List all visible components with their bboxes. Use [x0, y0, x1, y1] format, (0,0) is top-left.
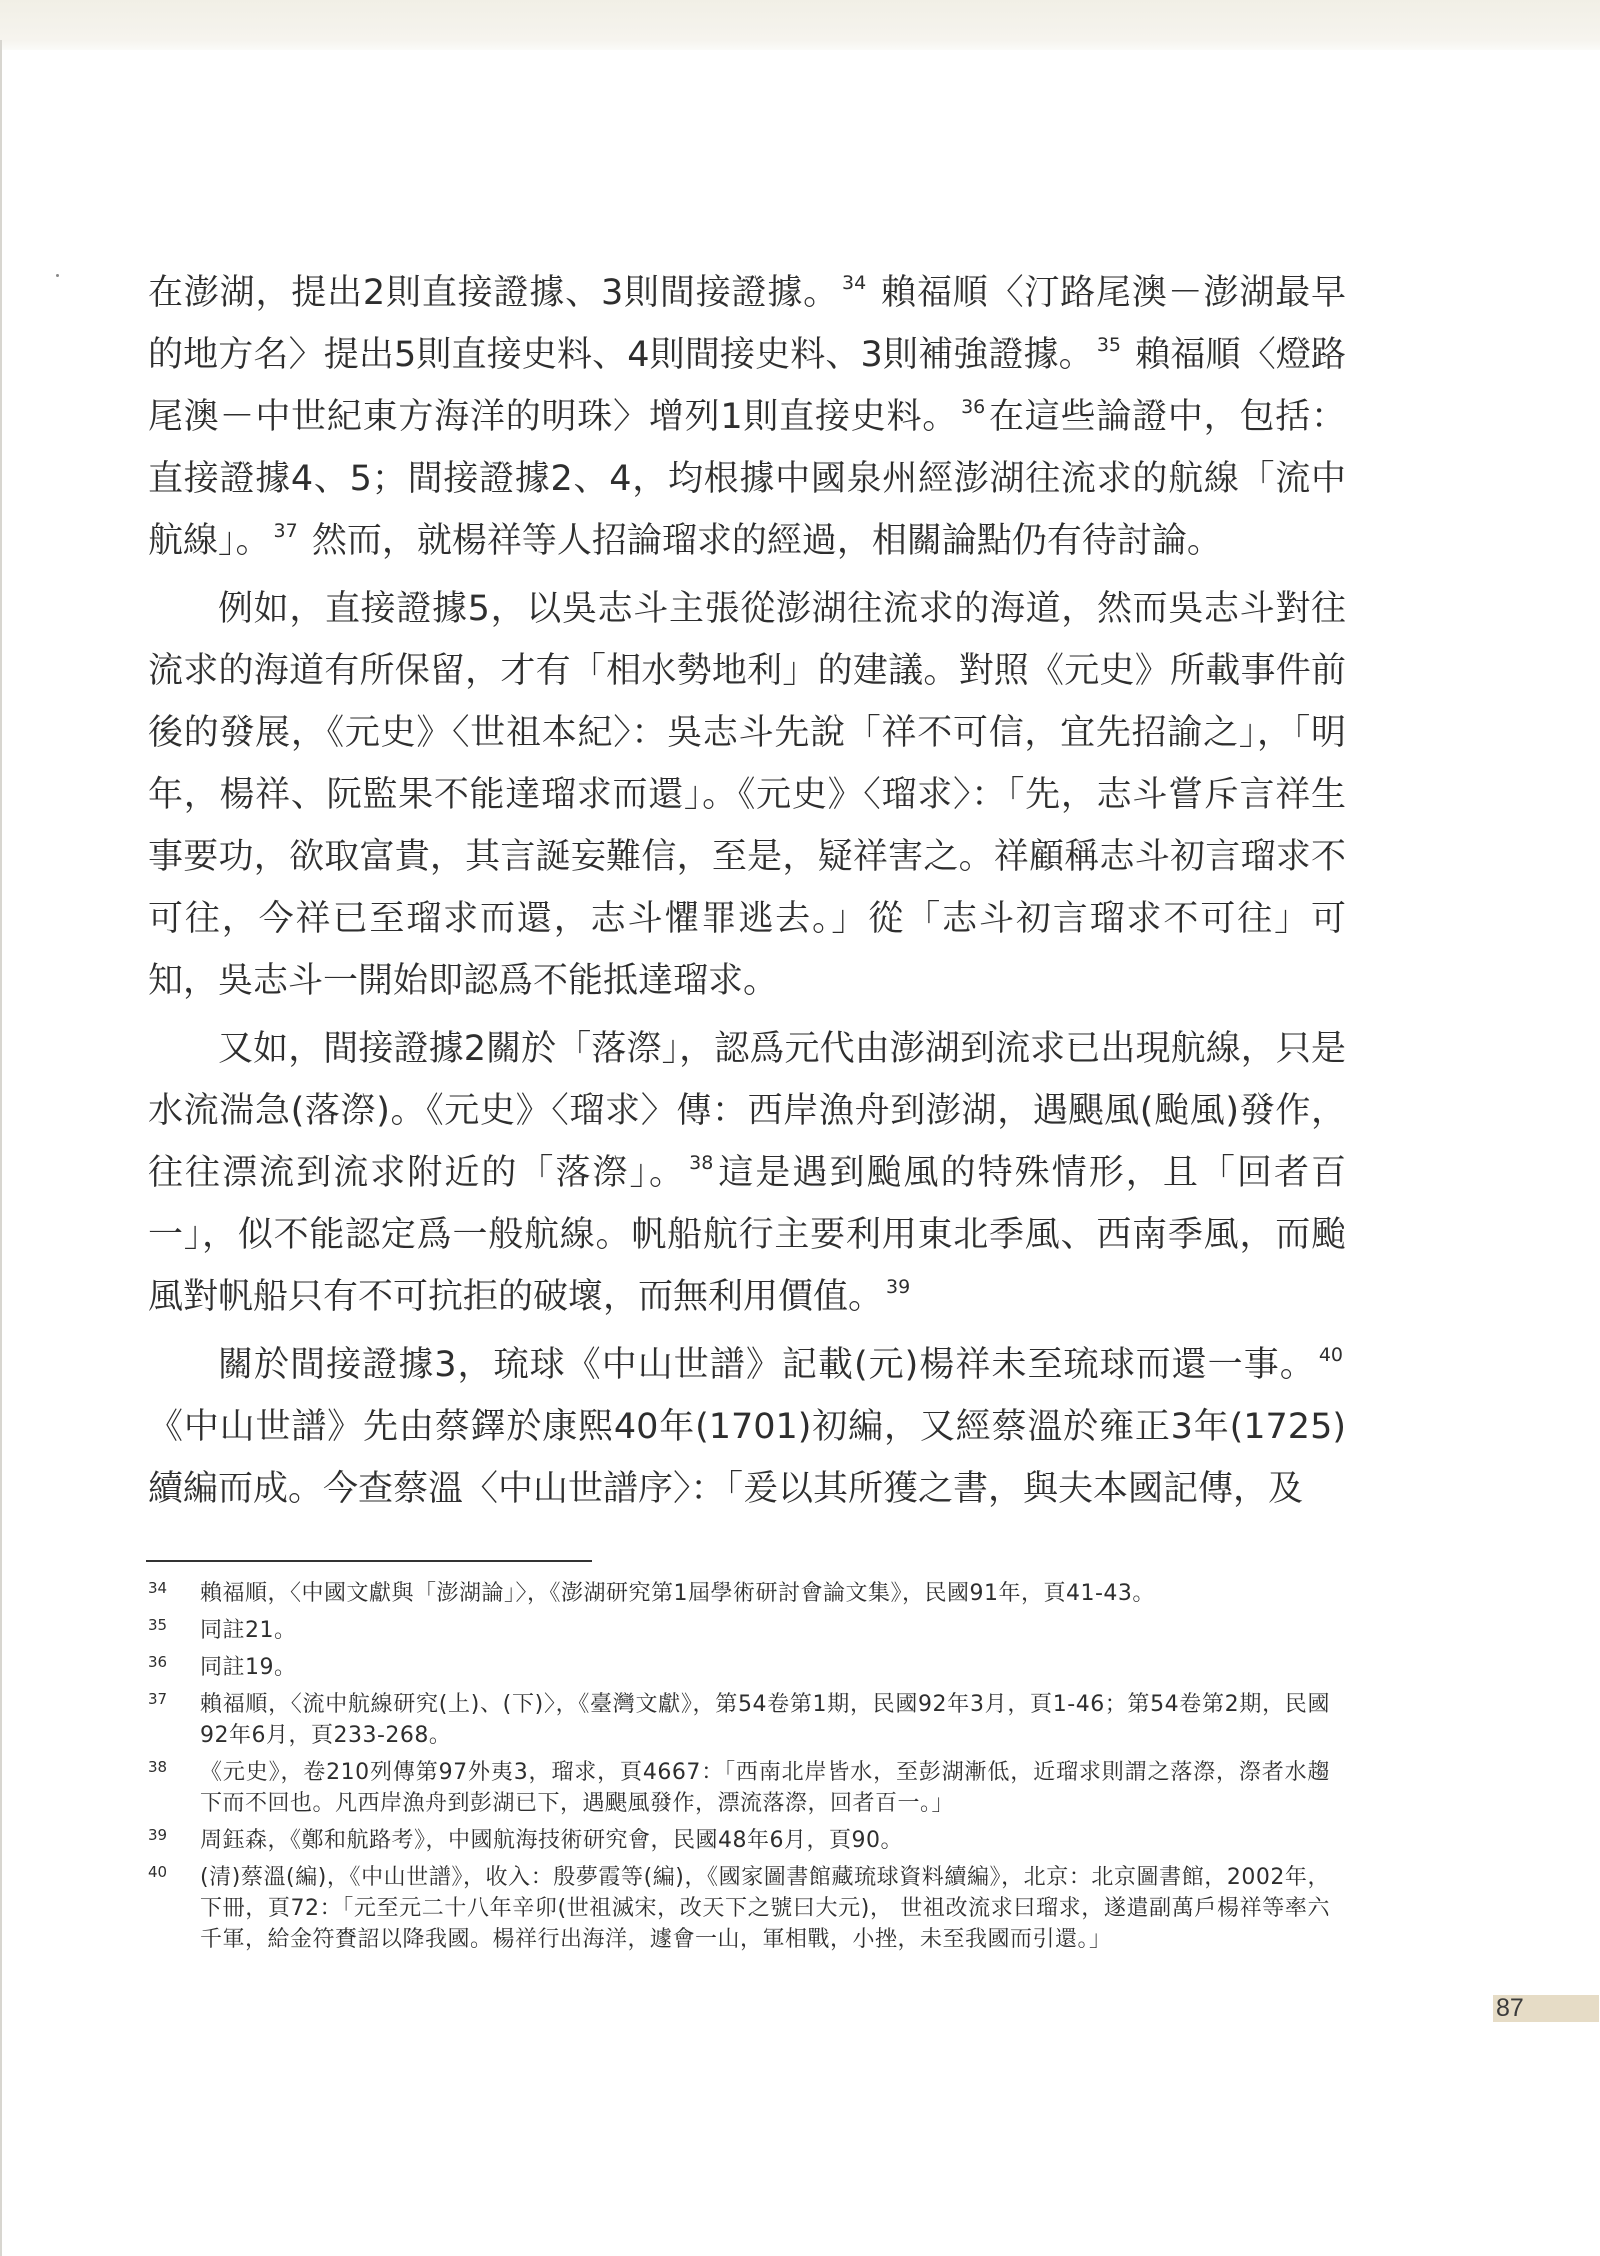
footnote-number: 36	[148, 1653, 168, 1671]
footnote-ref[interactable]: 40	[1318, 1344, 1343, 1367]
body-text-run: 又如，間接證據2關於「落漈」，認爲元代由澎湖到流求已出現航線，只是水流湍急(落漈)。《元史》〈瑠求〉傳：西岸漁舟到澎湖，遇颶風(颱風)發作，往往漂流到流求附近的「落漈」。	[148, 1029, 1346, 1193]
footnotes	[148, 1578, 1348, 1955]
scan-speck	[56, 274, 59, 277]
body-text-run: 在這些論證中，包括：直接證據4、5；間接證據2、4，均根據中國泉州經澎湖往流求的航線「流中航線」。	[148, 397, 1346, 561]
body-text-run: 賴福順〈燈路尾澳－中世紀東方海洋的明珠〉增列1則直接史料。	[148, 335, 1346, 437]
body-text-run: 這是遇到颱風的特殊情形，且「回者百一」，似不能認定爲一般航線。帆船航行主要利用東北季風、西南季風，而颱風對帆船只有不可抗拒的破壞，而無利用價值。	[148, 1153, 1346, 1317]
footnote-item	[148, 1825, 1348, 1856]
footnote-ref[interactable]: 38	[689, 1152, 714, 1175]
footnote-text: 同註19。	[200, 1655, 297, 1680]
footnote-text: (清)蔡溫(編)，《中山世譜》，收入：殷夢霞等(編)，《國家圖書館藏琉球資料續編》，北京：北京圖書館，2002年，下冊，頁72：「元至元二十八年辛卯(世祖滅宋，改天下之號曰大元)， 世祖改流求曰瑠求，遂遣副萬戶楊祥等率六千軍，給金符賚詔以降我國。楊祥行出海洋，遽會一山，軍相戰，小挫，未至我國而引還。」	[200, 1865, 1330, 1952]
body-paragraph	[148, 262, 1346, 572]
footnote-item	[148, 1615, 1348, 1646]
footnote-number: 40	[148, 1863, 168, 1881]
body-paragraph	[148, 1018, 1346, 1328]
footnote-ref[interactable]: 36	[961, 396, 986, 419]
footnote-number: 34	[148, 1579, 168, 1597]
footnote-text: 周鈺森，《鄭和航路考》，中國航海技術研究會，民國48年6月，頁90。	[200, 1828, 903, 1853]
body-paragraph	[148, 1334, 1346, 1520]
body-text-run: 例如，直接證據5，以吳志斗主張從澎湖往流求的海道，然而吳志斗對往流求的海道有所保留，才有「相水勢地利」的建議。對照《元史》所載事件前後的發展，《元史》〈世祖本紀〉：吳志斗先說「祥不可信，宜先招諭之」，「明年，楊祥、阮監果不能達瑠求而還」。《元史》〈瑠求〉：「先，志斗嘗斥言祥生事要功，欲取富貴，其言誕妄難信，至是，疑祥害之。祥顧稱志斗初言瑠求不可往，今祥已至瑠求而還，志斗懼罪逃去。」從「志斗初言瑠求不可往」可知，吳志斗一開始即認爲不能抵達瑠求。	[148, 589, 1346, 1001]
footnote-number: 39	[148, 1826, 168, 1844]
body-text-run: 然而，就楊祥等人招論瑠求的經過，相關論點仍有待討論。	[300, 521, 1222, 561]
footnote-separator	[146, 1560, 592, 1562]
body-text	[148, 262, 1346, 1520]
body-text-run: 賴福順〈汀路尾澳－澎湖最早的地方名〉提出5則直接史料、4則間接史料、3則補強證據。	[148, 273, 1346, 375]
page-number-row	[148, 1994, 1524, 2022]
footnote-number: 35	[148, 1616, 168, 1634]
body-text-run: 《中山世譜》先由蔡鐸於康熙40年(1701)初編，又經蔡溫於雍正3年(1725)續編而成。今查蔡溫〈中山世譜序〉：「爰以其所獲之書，與夫本國記傳，及	[148, 1407, 1346, 1509]
footnote-item	[148, 1578, 1348, 1609]
footnote-text: 同註21。	[200, 1618, 297, 1643]
body-text-run: 在澎湖，提出2則直接證據、3則間接證據。	[148, 273, 839, 313]
footnote-ref[interactable]: 34	[841, 272, 867, 295]
footnote-item	[148, 1757, 1348, 1819]
footnote-ref[interactable]: 35	[1096, 334, 1121, 357]
footnote-text: 賴福順，〈流中航線研究(上)、(下)〉，《臺灣文獻》，第54卷第1期，民國92年3月，頁1-46；第54卷第2期，民國92年6月，頁233-268。	[200, 1692, 1330, 1748]
footnote-item	[148, 1652, 1348, 1683]
page-number: 87	[1493, 1995, 1599, 2022]
footnote-number: 38	[148, 1758, 168, 1776]
footnote-ref[interactable]: 39	[886, 1276, 911, 1299]
footnote-text: 《元史》，卷210列傳第97外夷3，瑠求，頁4667：「西南北岸皆水，至彭湖漸低，近瑠求則謂之落漈，漈者水趨下而不回也。凡西岸漁舟到彭湖已下，遇颶風發作，漂流落漈，回者百一。」	[200, 1760, 1330, 1816]
footnote-ref[interactable]: 37	[273, 520, 298, 543]
footnote-item	[148, 1862, 1348, 1955]
footnote-number: 37	[148, 1690, 168, 1708]
body-paragraph	[148, 578, 1346, 1012]
footnote-item	[148, 1689, 1348, 1751]
body-text-run: 關於間接證據3，琉球《中山世譜》記載(元)楊祥未至琉球而還一事。	[218, 1345, 1316, 1385]
footnote-text: 賴福順，〈中國文獻與「澎湖論」〉，《澎湖研究第1屆學術研討會論文集》，民國91年，頁41-43。	[200, 1581, 1155, 1606]
